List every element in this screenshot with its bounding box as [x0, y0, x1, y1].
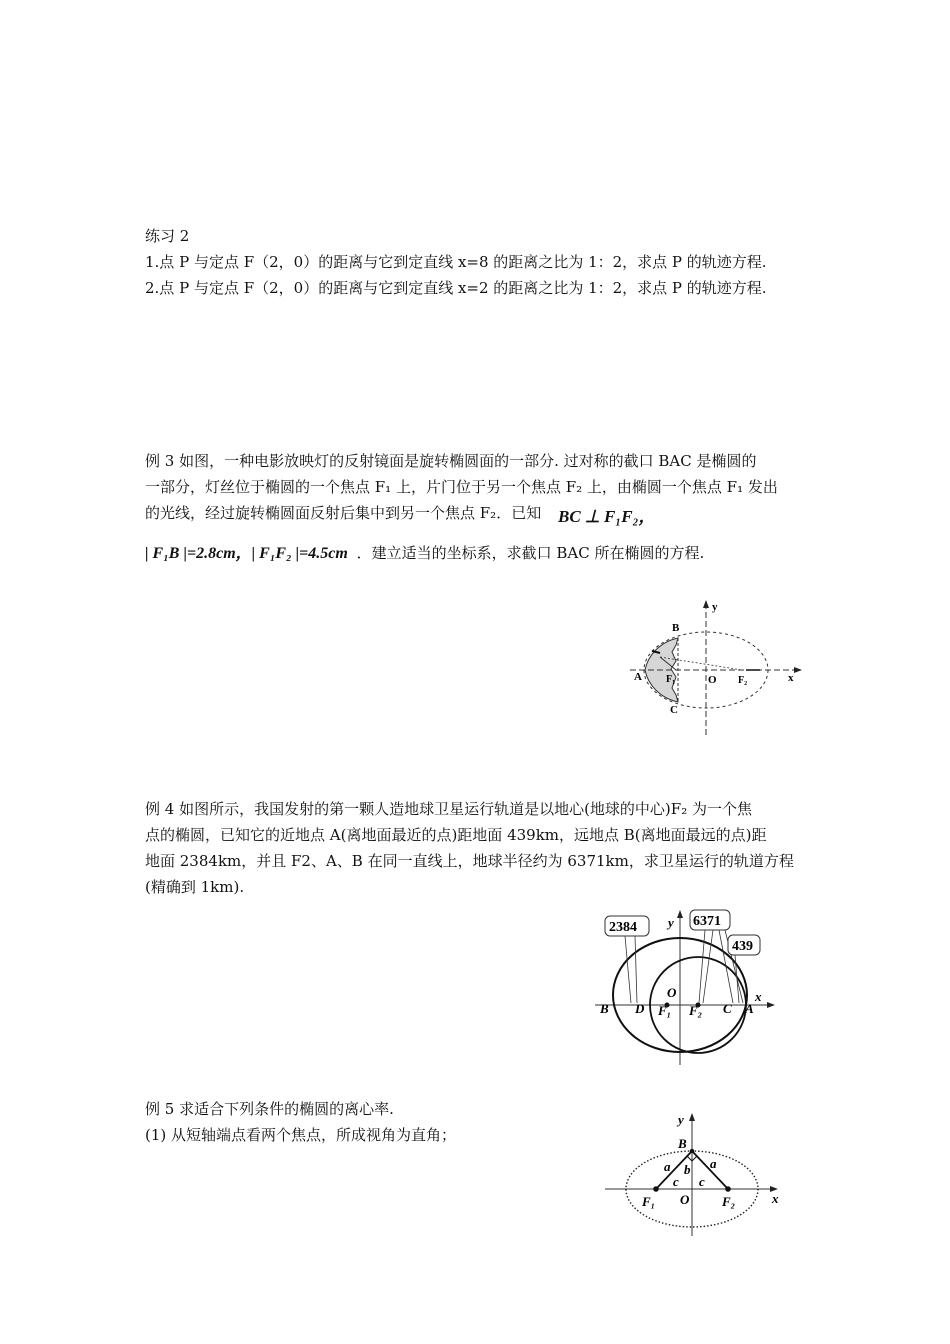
example-5-label-f1: F₁: [642, 1194, 656, 1209]
example-5-label-a-left: a: [664, 1159, 671, 1174]
example-3-label-f2: F₂: [738, 675, 748, 686]
example-4-line-1: 例 4 如图所示，我国发射的第一颗人造地球卫星运行轨道是以地心(地球的中心)F₂ 为一个焦: [145, 800, 752, 818]
example-5-label-b: B: [678, 1136, 687, 1151]
example-5-line-2: (1) 从短轴端点看两个焦点，所成视角为直角；: [145, 1126, 457, 1144]
example-4-callout-2384-pointer-b: [635, 936, 637, 1003]
example-4-callout-6371: 6371: [693, 914, 721, 929]
example-4-x-arrow: [767, 1002, 775, 1008]
example-5-line-1: 例 5 求适合下列条件的椭圆的离心率.: [145, 1100, 394, 1118]
example-3-line-3-text: 的光线，经过旋转椭圆面反射后集中到另一个焦点 F₂．已知: [145, 504, 542, 522]
example-5-label-b-side: b: [684, 1162, 691, 1177]
example-3-label-y: y: [712, 601, 718, 613]
example-4-label-d: D: [635, 1001, 645, 1016]
example-3-label-o: O: [708, 674, 717, 686]
example-5-figure: [600, 1108, 790, 1238]
example-4-callout-439: 439: [732, 939, 753, 954]
example-4-figure: [595, 905, 780, 1065]
example-5-label-c-left: c: [673, 1174, 679, 1189]
example-4-line-2: 点的椭圆，已知它的近地点 A(离地面最近的点)距地面 439km，远地点 B(离地面最远的点)距: [145, 826, 767, 844]
example-3-section: [145, 448, 810, 567]
example-4-label-x: x: [755, 989, 762, 1004]
example-4-label-o: O: [667, 985, 677, 1000]
example-4-line-4: (精确到 1km).: [145, 878, 245, 896]
example-3-label-c: C: [670, 704, 678, 716]
example-3-line-2: 一部分，灯丝位于椭圆的一个焦点 F₁ 上，片门位于另一个焦点 F₂ 上，由椭圆一个焦点 F₁ 发出: [145, 478, 778, 496]
example-5-label-f2: F₂: [722, 1194, 736, 1209]
example-3-formula-lengths: | F₁B |=2.8cm，| F₁F₂ |=4.5cm: [145, 545, 348, 562]
example-4-callout-2384: 2384: [609, 920, 637, 935]
practice-2-section: [145, 223, 810, 301]
practice-2-title: 练习 2: [145, 227, 190, 245]
example-4-line-3: 地面 2384km，并且 F2、A、B 在同一直线上，地球半径约为 6371km，求卫星运行的轨道方程: [145, 852, 794, 870]
example-3-x-arrow: [794, 667, 802, 673]
example-4-label-f1: F₁: [658, 1003, 672, 1018]
example-5-label-c-right: c: [699, 1174, 705, 1189]
example-4-label-f2: F₂: [689, 1003, 703, 1018]
example-3-line-3: [145, 500, 810, 526]
example-4-label-y: y: [668, 915, 674, 930]
example-4-y-arrow: [677, 910, 683, 918]
example-3-y-arrow: [703, 600, 709, 608]
example-3-label-x: x: [788, 672, 794, 684]
example-3-label-f1: F₁: [666, 674, 676, 685]
example-3-line-4-text: ．建立适当的坐标系，求截口 BAC 所在椭圆的方程.: [356, 544, 705, 562]
practice-2-question-1: 1.点 P 与定点 F（2，0）的距离与它到定直线 x=8 的距离之比为 1：2，求点 P 的轨迹方程.: [145, 253, 767, 271]
example-5-y-arrow: [689, 1113, 695, 1121]
example-5-point-f1: [653, 1186, 659, 1192]
example-5-point-f2: [725, 1186, 731, 1192]
example-3-line-1: 例 3 如图，一种电影放映灯的反射镜面是旋转椭圆面的一部分. 过对称的截口 BAC 是椭圆的: [145, 452, 757, 470]
example-4-label-b: B: [600, 1001, 609, 1016]
example-3-label-a: A: [634, 671, 642, 683]
example-3-line-4: [145, 540, 810, 567]
example-5-label-y: y: [678, 1112, 684, 1127]
example-4-callout-2384-pointer-a: [625, 936, 631, 1003]
example-3-formula-perpendicular: BC ⊥ F₁F₂，: [557, 507, 656, 526]
example-5-label-x: x: [772, 1191, 779, 1206]
example-5-label-a-right: a: [710, 1156, 717, 1171]
example-4-section: [145, 796, 810, 900]
practice-2-question-2: 2.点 P 与定点 F（2，0）的距离与它到定直线 x=2 的距离之比为 1：2，求点 P 的轨迹方程.: [145, 279, 767, 297]
example-3-figure: [620, 595, 810, 735]
example-5-point-b: [690, 1149, 694, 1153]
example-4-label-a: A: [745, 1001, 754, 1016]
example-4-label-c: C: [723, 1001, 732, 1016]
example-5-label-o: O: [680, 1192, 690, 1207]
example-3-label-b: B: [672, 622, 680, 634]
